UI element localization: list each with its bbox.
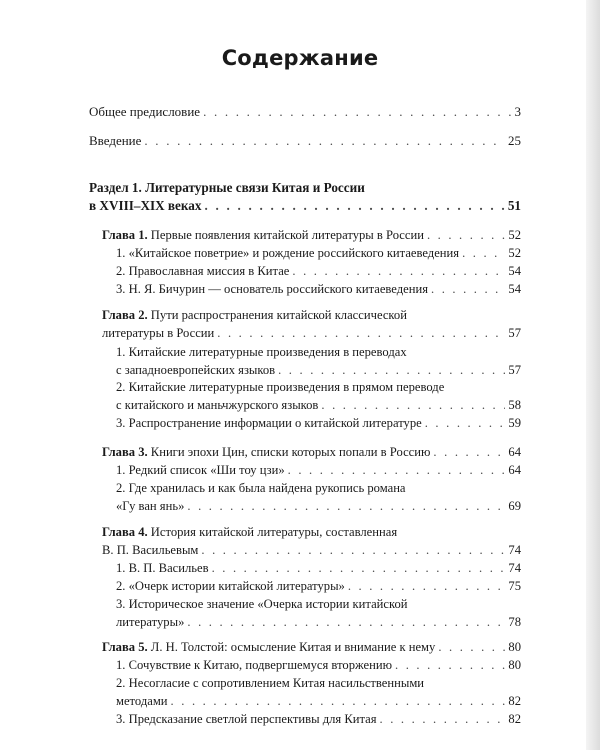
toc-entry-preface[interactable] [89, 103, 521, 121]
toc-entry-text: литературы в России [102, 326, 215, 340]
toc-entry-chapter-2[interactable] [102, 324, 521, 342]
toc-entry-chapter-1[interactable] [102, 226, 521, 244]
toc-page-number: 54 [508, 264, 521, 278]
toc-entry-text: 3. Н. Я. Бичурин — основатель российского китаеведения [116, 282, 428, 296]
toc-entry-text: 3. Предсказание светлой перспективы для Китая [116, 712, 377, 726]
leader-dots [201, 541, 505, 559]
leader-dots [187, 613, 505, 631]
toc-entry-text: 2. «Очерк истории китайской литературы» [116, 579, 345, 593]
chapter-name: Первые появления китайской литературы в России [147, 228, 424, 242]
toc-entry-ch2-item1[interactable] [116, 361, 521, 379]
chapter-title [102, 226, 424, 244]
toc-page-number: 52 [508, 246, 521, 260]
toc-page-number: 75 [508, 579, 521, 593]
leader-dots [187, 497, 505, 515]
toc-page-number: 69 [508, 499, 521, 513]
toc-entry-text: 1. Сочувствие к Китаю, подвергшемуся вторжению [116, 658, 393, 672]
toc-page-number: 82 [508, 712, 521, 726]
leader-dots [321, 396, 505, 414]
toc-entry-text: Общее предисловие [89, 104, 201, 119]
chapter-name: Л. Н. Толстой: осмысление Китая и внимание к нему [147, 640, 436, 654]
toc-entry-section-1[interactable] [89, 197, 521, 215]
toc-entry-ch3-item1[interactable] [116, 461, 521, 479]
toc-entry-text: методами [116, 694, 168, 708]
toc-page-number: 82 [508, 694, 521, 708]
page-title: Содержание [221, 46, 379, 70]
toc-entry-ch1-item1[interactable] [116, 244, 521, 262]
toc-entry-ch5-item2[interactable] [116, 692, 521, 710]
toc-page-number: 78 [508, 615, 521, 629]
leader-dots [212, 559, 506, 577]
leader-dots [144, 132, 505, 150]
toc-entry-text: В. П. Васильевым [102, 543, 199, 557]
toc-entry-ch2-item2[interactable] [116, 396, 521, 414]
toc-page-number: 57 [508, 326, 521, 340]
toc-entry-text: «Гу ван янь» [116, 499, 185, 513]
chapter-prefix: Глава 1. [102, 228, 148, 242]
toc-entry-ch4-item3[interactable] [116, 613, 521, 631]
toc-entry-text: с китайского и маньчжурского языков [116, 398, 319, 412]
toc-page-number: 57 [508, 363, 521, 377]
chapter-prefix: Глава 5. [102, 640, 148, 654]
chapter-title [102, 638, 435, 656]
toc-page-number: 3 [514, 104, 521, 119]
toc-item-line1: 2. Где хранилась и как была найдена рукопись романа [116, 481, 406, 495]
chapter-name: Книги эпохи Цин, списки которых попали в Россию [147, 445, 431, 459]
leader-dots [462, 244, 505, 262]
toc-item-line1: 2. Китайские литературные произведения в прямом переводе [116, 380, 445, 394]
toc-entry-ch1-item3[interactable] [116, 280, 521, 298]
leader-dots [380, 710, 506, 728]
leader-dots [425, 414, 506, 432]
chapter-name: История китайской литературы, составленная [147, 525, 398, 539]
toc-page-number: 58 [508, 398, 521, 412]
leader-dots [395, 656, 505, 674]
toc-entry-text: с западноевропейских языков [116, 363, 276, 377]
toc-entry-chapter-5[interactable] [102, 638, 521, 656]
toc-entry-intro[interactable] [89, 132, 521, 150]
toc-item-line1: 3. Историческое значение «Очерка истории китайской [116, 597, 408, 611]
leader-dots [288, 461, 506, 479]
toc-page-number: 64 [508, 463, 521, 477]
toc-entry-text: 1. Редкий список «Ши тоу цзи» [116, 463, 285, 477]
toc-item-line1: 2. Несогласие с сопротивлением Китая насильственными [116, 676, 425, 690]
toc-page-number: 25 [508, 133, 521, 148]
toc-entry-ch5-item3[interactable] [116, 710, 521, 728]
chapter-prefix: Глава 3. [102, 445, 148, 459]
toc-entry-text: литературы» [116, 615, 185, 629]
leader-dots [438, 638, 505, 656]
toc-page-number: 52 [508, 228, 521, 242]
toc-page-number: 59 [508, 416, 521, 430]
toc-entry-ch3-item2[interactable] [116, 497, 521, 515]
toc-item-line1: 1. Китайские литературные произведения в переводах [116, 345, 407, 359]
toc-entry-text: в XVIII–XIX веках [89, 198, 202, 213]
toc-page-number: 74 [508, 561, 521, 575]
toc-page-number: 80 [508, 640, 521, 654]
section-title-line1: Раздел 1. Литературные связи Китая и России [89, 180, 365, 195]
leader-dots [217, 324, 505, 342]
toc-entry-text: 1. «Китайское поветрие» и рождение российского китаеведения [116, 246, 460, 260]
toc-entry-text: 2. Православная миссия в Китае [116, 264, 290, 278]
toc-page-number: 80 [508, 658, 521, 672]
toc-entry-ch5-item1[interactable] [116, 656, 521, 674]
toc-page-number: 64 [508, 445, 521, 459]
leader-dots [278, 361, 505, 379]
leader-dots [427, 226, 505, 244]
leader-dots [205, 197, 505, 215]
chapter-prefix: Глава 2. [102, 308, 148, 322]
leader-dots [431, 280, 505, 298]
toc-page-number: 54 [508, 282, 521, 296]
leader-dots [292, 262, 505, 280]
leader-dots [348, 577, 506, 595]
toc-entry-ch4-item2[interactable] [116, 577, 521, 595]
leader-dots [203, 103, 511, 121]
toc-entry-chapter-3[interactable] [102, 443, 521, 461]
toc-entry-chapter-4[interactable] [102, 541, 521, 559]
toc-entry-ch2-item3[interactable] [116, 414, 521, 432]
toc-page-number: 51 [507, 198, 521, 213]
toc-entry-text: Введение [89, 133, 142, 148]
toc-entry-ch1-item2[interactable] [116, 262, 521, 280]
toc-entry-ch4-item1[interactable] [116, 559, 521, 577]
toc-page-number: 74 [508, 543, 521, 557]
leader-dots [171, 692, 506, 710]
chapter-title [102, 443, 430, 461]
chapter-prefix: Глава 4. [102, 525, 148, 539]
chapter-title-line1 [102, 306, 407, 324]
toc-entry-text: 3. Распространение информации о китайской литературе [116, 416, 422, 430]
leader-dots [433, 443, 505, 461]
toc-entry-text: 1. В. П. Васильев [116, 561, 209, 575]
page-edge [586, 0, 600, 750]
chapter-name: Пути распространения китайской классической [147, 308, 407, 322]
chapter-title-line1 [102, 523, 397, 541]
